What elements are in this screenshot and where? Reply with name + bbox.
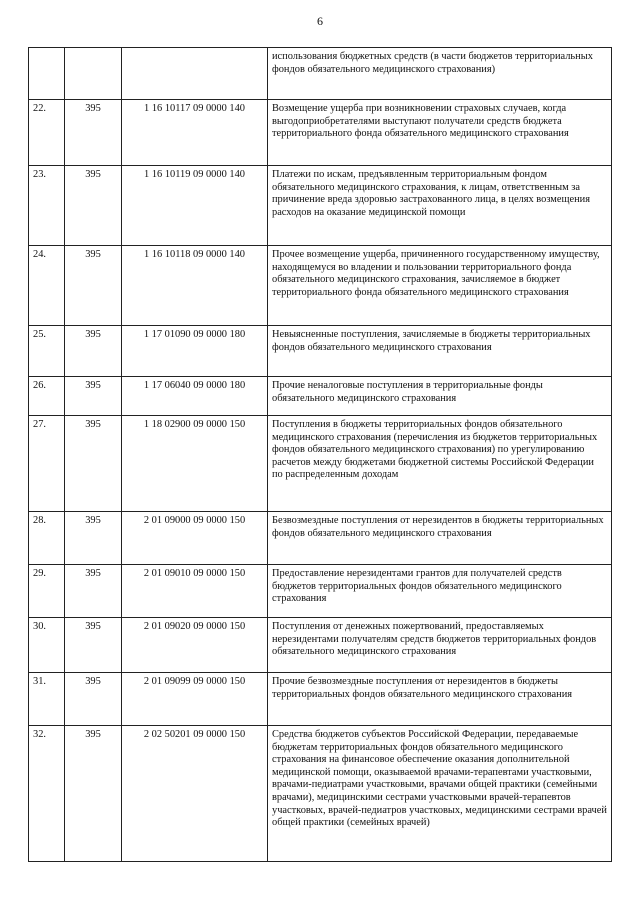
table-row xyxy=(29,377,612,416)
revenue-description: Прочее возмещение ущерба, причиненного государственному имуществу, находящемуся во владении и пользовании территориального фонда обязательного медицинского страхования, зачисляемое в бюджет территориального фонда обязательного медицинского страхования xyxy=(268,246,612,326)
row-number xyxy=(29,48,65,100)
row-number: 29. xyxy=(29,565,65,618)
budget-classification-code: 1 17 01090 09 0000 180 xyxy=(122,326,268,377)
row-number: 26. xyxy=(29,377,65,416)
row-number: 31. xyxy=(29,673,65,726)
revenue-description: Платежи по искам, предъявленным территориальным фондом обязательного медицинского страхования, к лицам, ответственным за причинение вреда здоровью застрахованного лица, в целях возмещения расходов на оказание медицинской помощи xyxy=(268,166,612,246)
budget-classification-code: 2 01 09020 09 0000 150 xyxy=(122,618,268,673)
revenue-description: Прочие неналоговые поступления в территориальные фонды обязательного медицинского страхования xyxy=(268,377,612,416)
table-row xyxy=(29,166,612,246)
administrator-code: 395 xyxy=(65,512,122,565)
revenue-description: Прочие безвозмездные поступления от нерезидентов в бюджеты территориальных фондов обязательного медицинского страхования xyxy=(268,673,612,726)
budget-classification-code: 2 02 50201 09 0000 150 xyxy=(122,726,268,862)
budget-classification-code: 1 16 10118 09 0000 140 xyxy=(122,246,268,326)
budget-classification-code xyxy=(122,48,268,100)
row-number: 28. xyxy=(29,512,65,565)
row-number: 22. xyxy=(29,100,65,166)
row-number: 32. xyxy=(29,726,65,862)
administrator-code: 395 xyxy=(65,166,122,246)
revenue-description: использования бюджетных средств (в части бюджетов территориальных фондов обязательного медицинского страхования) xyxy=(268,48,612,100)
administrator-code: 395 xyxy=(65,726,122,862)
table-row xyxy=(29,100,612,166)
page-number: 6 xyxy=(317,14,323,28)
administrator-code: 395 xyxy=(65,618,122,673)
budget-classification-code: 1 16 10117 09 0000 140 xyxy=(122,100,268,166)
budget-classification-code: 2 01 09010 09 0000 150 xyxy=(122,565,268,618)
table-row xyxy=(29,618,612,673)
row-number: 25. xyxy=(29,326,65,377)
administrator-code: 395 xyxy=(65,565,122,618)
row-number: 24. xyxy=(29,246,65,326)
table-row xyxy=(29,48,612,100)
revenue-description: Средства бюджетов субъектов Российской Федерации, передаваемые бюджетам территориальных фондов обязательного медицинского страхования на финансовое обеспечение оказания дополнительной медицинской помощи, оказываемой врачами-терапевтами участковыми, врачами-педиатрами участковыми, врачами общей практики (семейными врачами), медицинскими сестрами участковыми врачей-терапевтов участковых, врачей-педиатров участковых, медицинскими сестрами врачей общей практики (семейных врачей) xyxy=(268,726,612,862)
administrator-code: 395 xyxy=(65,326,122,377)
administrator-code: 395 xyxy=(65,377,122,416)
budget-codes-table xyxy=(28,47,612,862)
budget-classification-code: 1 16 10119 09 0000 140 xyxy=(122,166,268,246)
revenue-description: Поступления от денежных пожертвований, предоставляемых нерезидентами получателям средств бюджетов территориальных фондов обязательного медицинского страхования xyxy=(268,618,612,673)
revenue-description: Безвозмездные поступления от нерезидентов в бюджеты территориальных фондов обязательного медицинского страхования xyxy=(268,512,612,565)
revenue-description: Поступления в бюджеты территориальных фондов обязательного медицинского страхования (перечисления из бюджетов территориальных фондов обязательного медицинского страхования) по урегулированию расчетов между бюджетами бюджетной системы Российской Федерации по распределенным доходам xyxy=(268,416,612,512)
administrator-code: 395 xyxy=(65,416,122,512)
administrator-code xyxy=(65,48,122,100)
table-row xyxy=(29,416,612,512)
budget-classification-code: 1 18 02900 09 0000 150 xyxy=(122,416,268,512)
row-number: 30. xyxy=(29,618,65,673)
administrator-code: 395 xyxy=(65,246,122,326)
budget-classification-code: 2 01 09000 09 0000 150 xyxy=(122,512,268,565)
table-row xyxy=(29,326,612,377)
table-row xyxy=(29,726,612,862)
revenue-description: Невыясненные поступления, зачисляемые в бюджеты территориальных фондов обязательного медицинского страхования xyxy=(268,326,612,377)
revenue-description: Возмещение ущерба при возникновении страховых случаев, когда выгодоприобретателями выступают получатели средств бюджета территориального фонда обязательного медицинского страхования xyxy=(268,100,612,166)
budget-classification-code: 1 17 06040 09 0000 180 xyxy=(122,377,268,416)
table-row xyxy=(29,565,612,618)
table-row xyxy=(29,512,612,565)
table-row xyxy=(29,246,612,326)
administrator-code: 395 xyxy=(65,673,122,726)
revenue-description: Предоставление нерезидентами грантов для получателей средств бюджетов территориальных фондов обязательного медицинского страхования xyxy=(268,565,612,618)
table-row xyxy=(29,673,612,726)
administrator-code: 395 xyxy=(65,100,122,166)
budget-classification-code: 2 01 09099 09 0000 150 xyxy=(122,673,268,726)
row-number: 23. xyxy=(29,166,65,246)
row-number: 27. xyxy=(29,416,65,512)
